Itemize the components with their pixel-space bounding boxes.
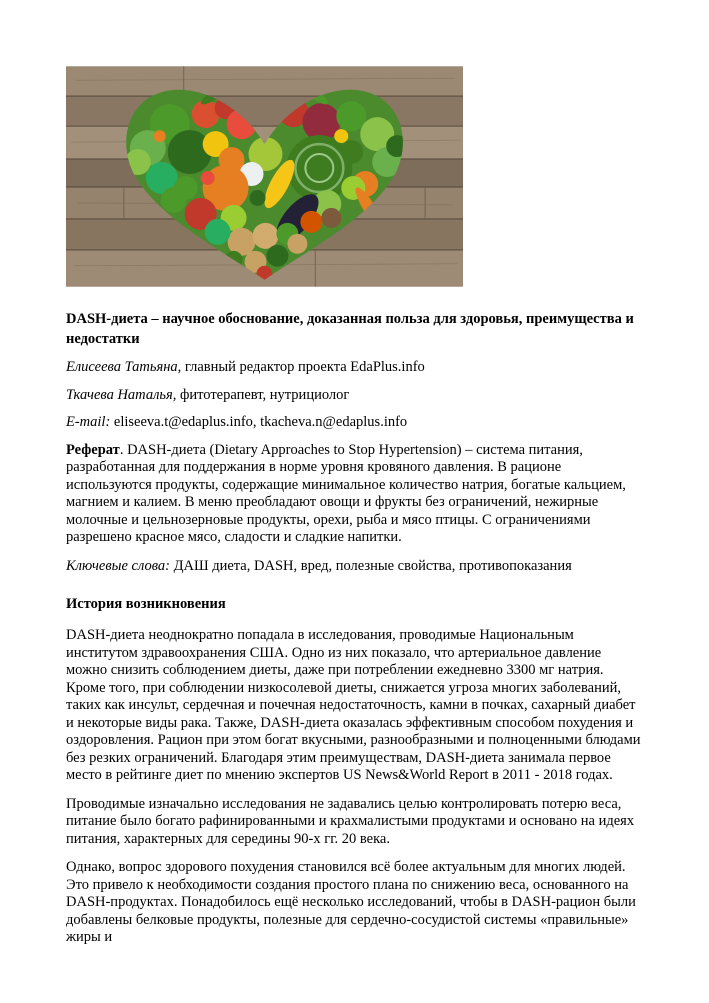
email-line: [66, 414, 645, 432]
email-label: E-mail:: [66, 414, 111, 430]
body-paragraph: Проводимые изначально исследования не задавались целью контролировать потерю веса, питание было богато рафинированными и крахмалистыми продуктами и основано на идеях питания, характерных для середины 90-х гг. 20 века.: [66, 795, 635, 847]
vegetables-heart-image: [66, 66, 463, 287]
author-role: фитотерапевт, нутрициолог: [176, 386, 350, 403]
section-heading-history: История возникновения: [66, 596, 226, 612]
author-line-2: [66, 387, 645, 405]
author-line-1: [66, 359, 645, 377]
keywords-text: ДАШ диета, DASH, вред, полезные свойства, противопоказания: [169, 557, 572, 574]
author-name: Ткачева Наталья,: [66, 386, 177, 403]
body-paragraph: DASH-диета неоднократно попадала в исследования, проводимые Национальным институтом здравоохранения США. Одно из них показало, что артериальное давление можно снизить соблюдением диеты, даже при потреблении ежедневно 3300 мг натрия. Кроме того, при соблюдении низкосолевой диеты, снижается угроза многих заболеваний, таких как инсульт, сердечная и почечная недостаточность, камни в почках, сахарный диабет и некоторые виды рака. Также, DASH-диета оказалась эффективным способом похудения и оздоровления. Рацион при этом богат вкусными, разнообразными и полноценными блюдами без резких ограничений. Благодаря этим преимуществам, DASH-диета занимала первое место в рейтинге диет по мнению экспертов US News&World Report в 2011 - 2018 годах.: [66, 627, 641, 783]
body-paragraph: Однако, вопрос здорового похудения становился всё более актуальным для многих людей. Это привело к необходимости создания простого плана по снижению веса, основанного на DASH-продуктах. Понадобилось ещё несколько исследований, чтобы в DASH-рацион были добавлены белковые продукты, полезные для сердечно-сосудистой системы «правильные» жиры и: [66, 859, 636, 945]
abstract: [66, 442, 645, 547]
abstract-label: Реферат: [66, 441, 120, 458]
abstract-text: . DASH-диета (Dietary Approaches to Stop Hypertension) – система питания, разработанная для поддержания в норме уровня кровяного давления. В рационе используются продукты, содержащие минимальное количество натрия, богатые кальцием, магнием и калием. В меню преобладают овощи и фрукты без ограничений, нежирные молочные и цельнозерновые продукты, орехи, рыба и мясо птицы. С ограничениями разрешено красное мясо, сладости и сладкие напитки.: [66, 441, 626, 545]
keywords-label: Ключевые слова:: [66, 557, 170, 574]
article-title: DASH-диета – научное обоснование, доказанная польза для здоровья, преимущества и недостатки: [66, 311, 634, 347]
author-name: Елисеева Татьяна,: [66, 359, 182, 375]
author-role: главный редактор проекта EdaPlus.info: [181, 359, 425, 375]
email-value: eliseeva.t@edaplus.info, tkacheva.n@edaplus.info: [110, 414, 408, 430]
keywords: [66, 558, 645, 576]
